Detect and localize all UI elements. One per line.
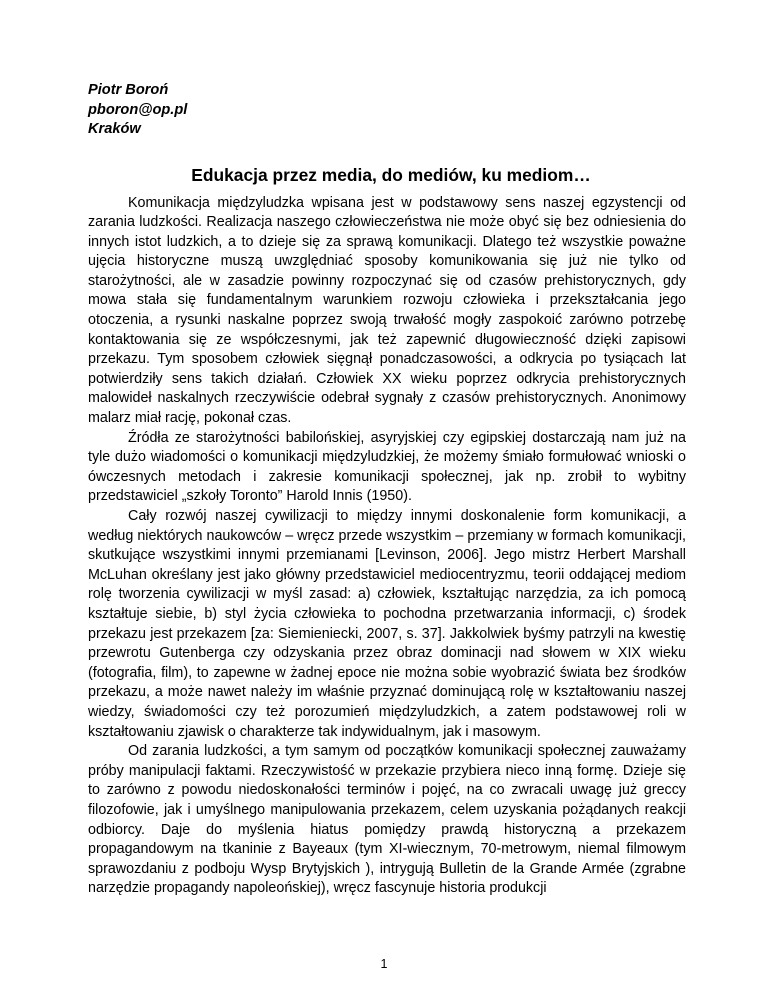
- document-page: [88, 81, 686, 899]
- page-number: 1: [380, 957, 388, 971]
- author-name: Piotr Boroń: [88, 82, 169, 98]
- body-paragraph: Źródła ze starożytności babilońskiej, asyryjskiej czy egipskiej dostarczają nam już na tyle dużo wiadomości o komunikacji międzyludzkiej, że możemy śmiało formułować wnioski o ówczesnych metodach i zakresie komunikacji społecznej, jak np. zrobił to wybitny przedstawiciel „szkoły Toronto” Harold Innis (1950).: [88, 429, 686, 505]
- document-title: Edukacja przez media, do mediów, ku mediom…: [191, 164, 591, 185]
- body-paragraph: Cały rozwój naszej cywilizacji to między innymi doskonalenie form komunikacji, a według niektórych naukowców – wręcz przede wszystkim – przemiany w formach komunikacji, skutkujące wszystkimi innymi przemianami [Levinson, 2006]. Jego mistrz Herbert Marshall McLuhan określany jest jako główny przedstawiciel mediocentryzmu, teorii oddającej mediom rolę tworzenia cywilizacji w myśl zasad: a) człowiek, kształtując narzędzia, za ich pomocą kształtuje siebie, b) styl życia człowieka to pochodna przetwarzania informacji, c) środek przekazu jest przekazem [za: Siemieniecki, 2007, s. 37]. Jakkolwiek byśmy patrzyli na kwestię przewrotu Gutenberga czy odzyskania przez obraz dominacji nad słowem w XIX wieku (fotografia, film), to zapewne w żadnej epoce nie można sobie wyobrazić świata bez środków przekazu, a może nawet należy im właśnie przyznać dominującą rolę w kształtowaniu naszej wiedzy, świadomości czy też porozumień międzyludzkich, a zatem podstawowej roli w kształtowaniu zjawisk o charakterze tak indywidualnym, jak i masowym.: [88, 508, 686, 740]
- author-block: [88, 81, 686, 140]
- body-paragraph: Od zarania ludzkości, a tym samym od początków komunikacji społecznej zauważamy próby manipulacji faktami. Rzeczywistość w przekazie przybiera nieco inną formę. Dzieje się to zarówno z powodu niedoskonałości terminów i pojęć, na co zwracali uwagę już greccy filozofowie, jak i umyślnego manipulowania przekazem, celem uzyskania pożądanych reakcji odbiorcy. Daje do myślenia hiatus pomiędzy prawdą historyczną a przekazem propagandowym na tkaninie z Bayeaux (tym XI-wiecznym, 70-metrowym, niemal filmowym sprawozdaniu z podboju Wysp Brytyjskich ), intrygują Bulletin de la Grande Armée (zgrabne narzędzie propagandy napoleońskiej), wręcz fascynuje historia produkcji: [88, 743, 686, 897]
- author-email: pboron@op.pl: [88, 101, 188, 118]
- author-city: Kraków: [88, 121, 141, 137]
- document-body: [88, 194, 686, 899]
- body-paragraph: Komunikacja międzyludzka wpisana jest w podstawowy sens naszej egzystencji od zarania ludzkości. Realizacja naszego człowieczeństwa nie może obyć się bez odniesienia do innych istot ludzkich, a to dzieje się za sprawą komunikacji. Dlatego też wszystkie poważne ujęcia historyczne muszą uwzględniać sposoby komunikowania się już nie tylko od starożytności, ale w zasadzie powinny rozpoczynać się od czasów prehistorycznych, gdy mowa stała się fundamentalnym warunkiem rozwoju człowieka i przekształcania jego otoczenia, a rysunki naskalne poprzez swoją trwałość mogły zaspokoić zarówno potrzebę kontaktowania się ze współczesnymi, jak też zapewnić długowieczność dzięki zapisowi przekazu. Tym sposobem człowiek sięgnął ponadczasowości, a odkrycia po tysiącach lat potwierdziły sens takich działań. Człowiek XX wieku poprzez odkrycia prehistorycznych malowideł naskalnych rzeczywiście odebrał sygnały z czasów prehistorycznych. Anonimowy malarz miał rację, pokonał czas.: [88, 194, 686, 427]
